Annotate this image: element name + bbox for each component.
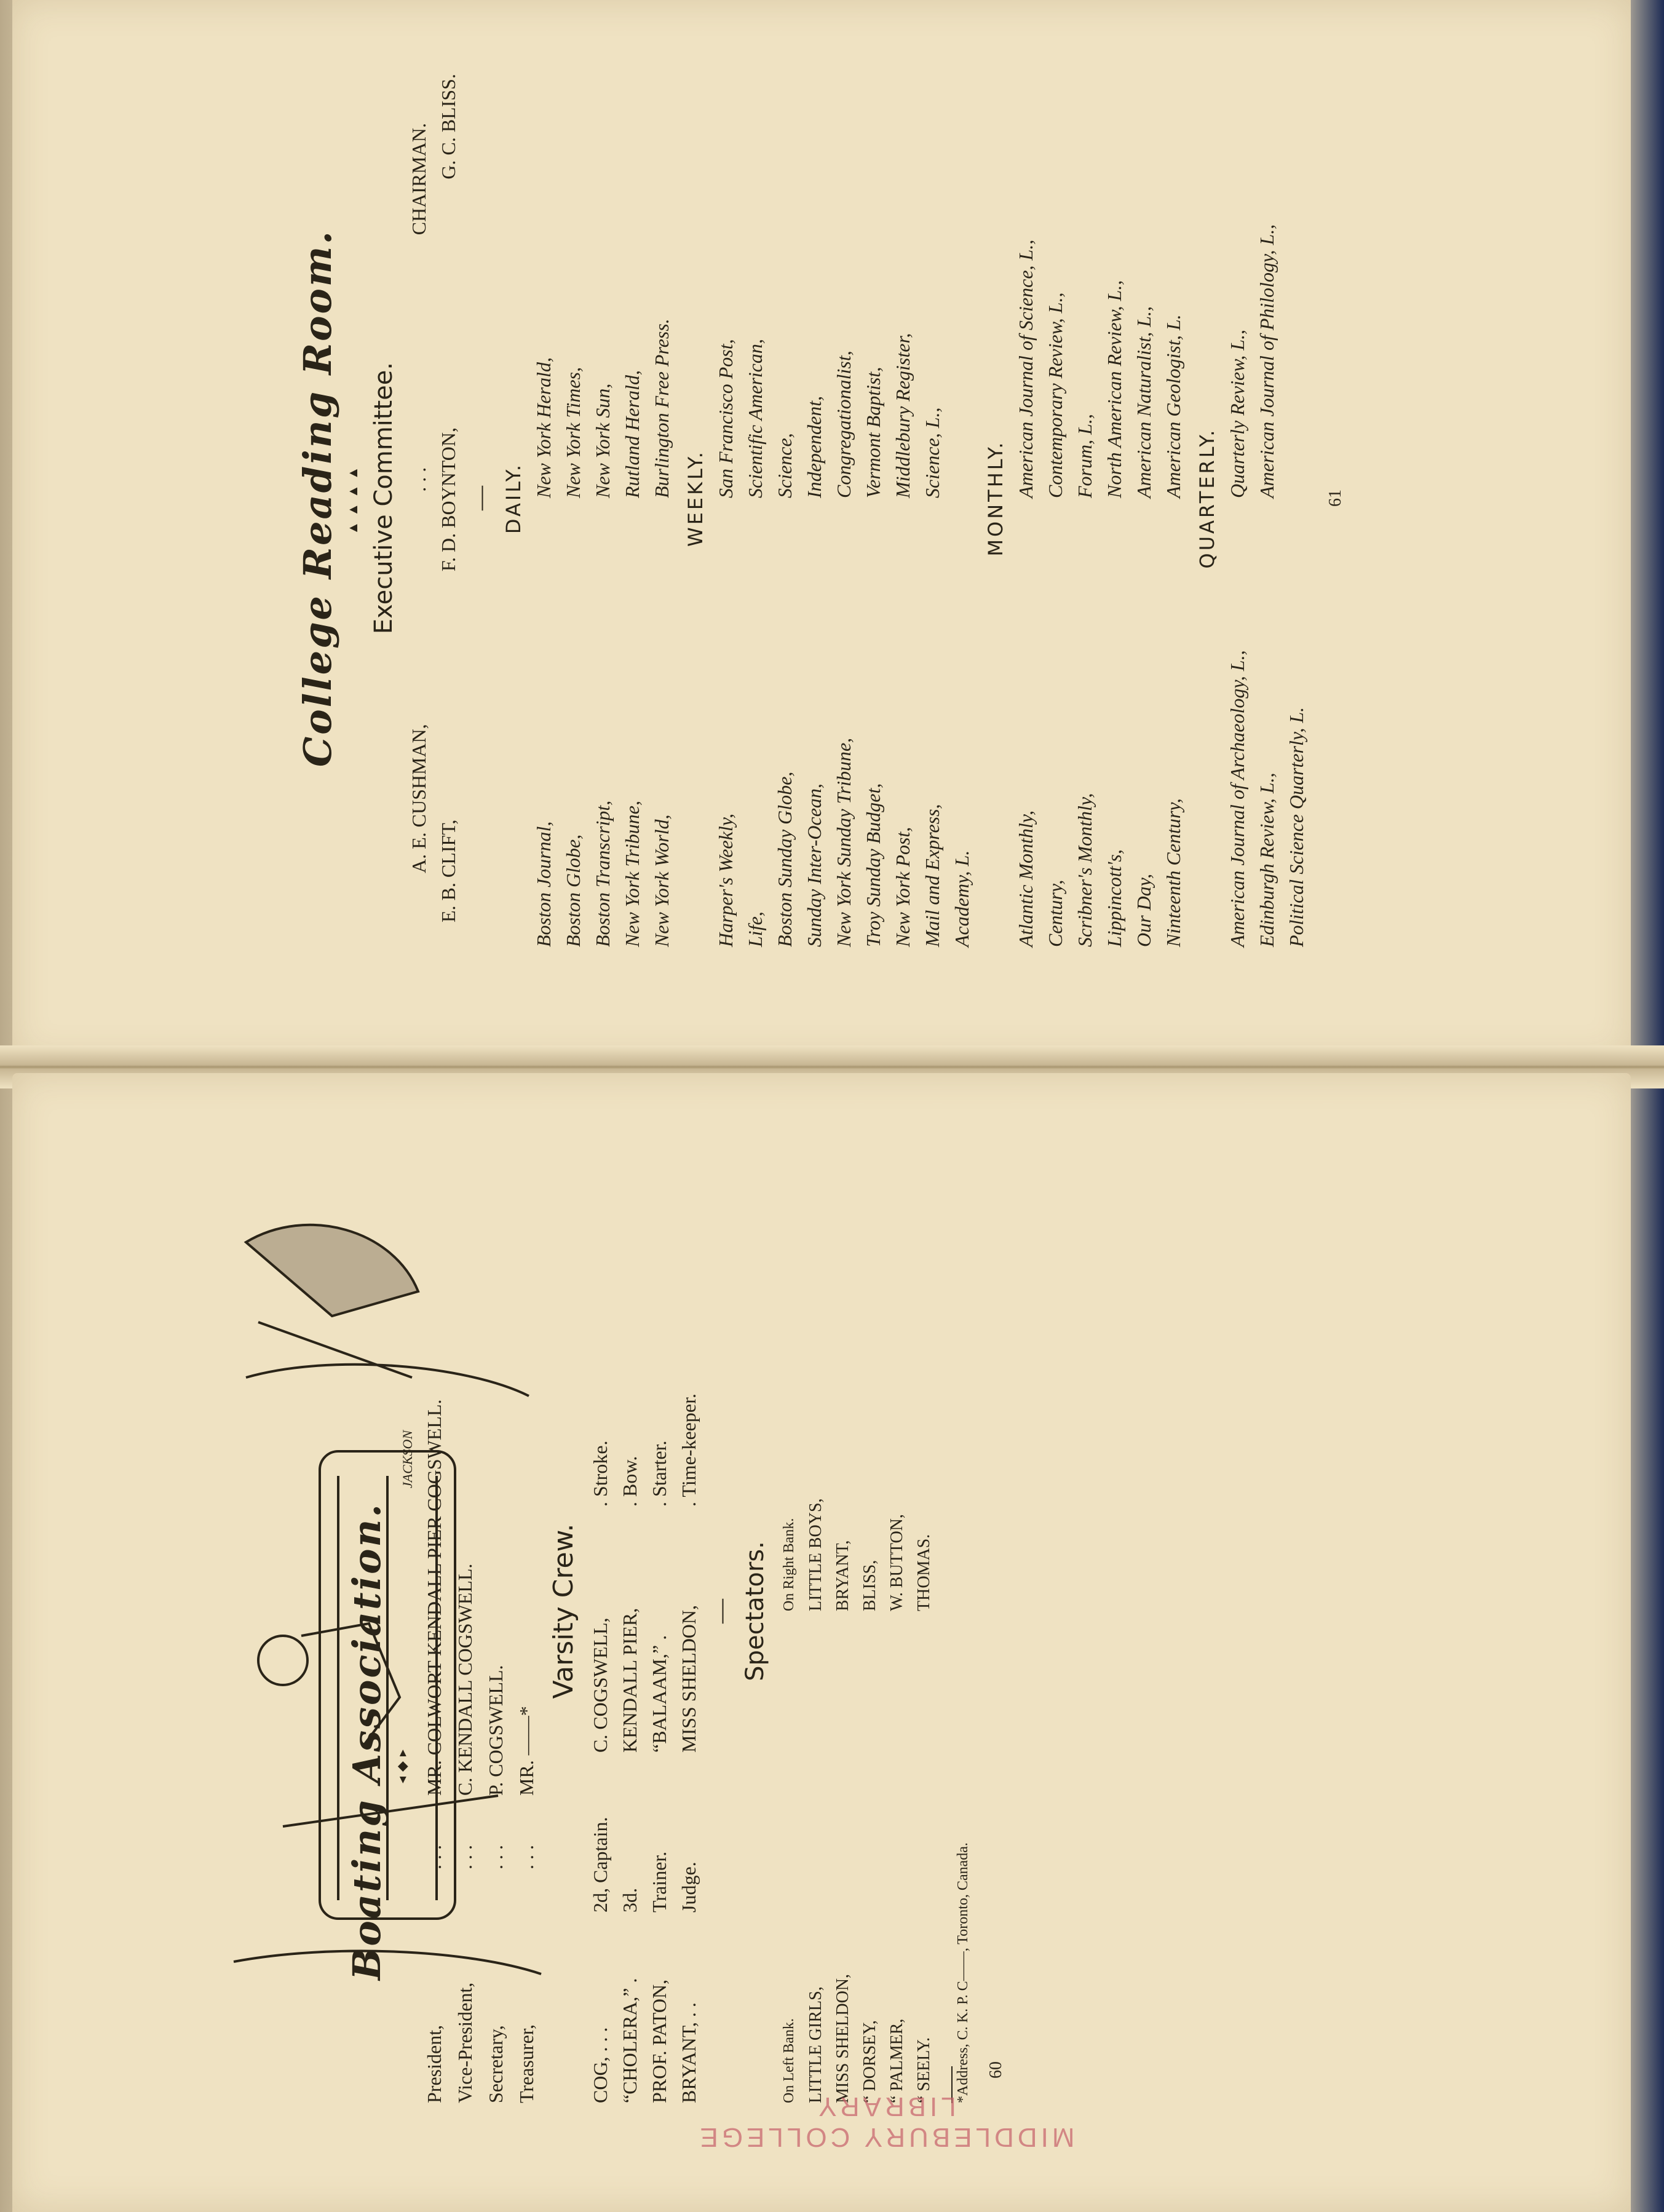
bank-heading: On Left Bank. [781,2018,797,2103]
dot-leader: . . . [515,1845,537,1869]
periodical: Our Day, [1133,873,1155,947]
periodical: Independent, [803,395,825,498]
crew-row [615,1119,644,2103]
dot-leader: . . . [485,1845,507,1869]
periodical: Boston Transcript, [592,800,614,947]
periodical: Sunday Inter-Ocean, [803,783,825,947]
spectator-name: W. BUTTON, [887,1514,906,1611]
crew-position: 3d. [619,1888,641,1913]
member: G. C. BLISS. [437,74,459,180]
officer-row [450,1119,480,2103]
crew-nickname: BRYANT, . . [678,2002,700,2103]
crew-nickname: “CHOLERA,” . [619,1978,641,2103]
periodical: Boston Globe, [562,834,584,947]
spectator-name: “ SEELY. [914,2037,933,2103]
divider: — [466,486,494,510]
chairman-name: A. E. CUSHMAN, [408,724,430,873]
spectator-name: “ PALMER, [887,2018,906,2103]
spectator-name: MISS SHELDON, [833,1973,852,2103]
periodical: New York Sunday Tribune, [833,737,855,947]
crew-list [585,1119,703,2103]
officer-name: MR. COLWORT KENDALL PIER COGSWELL. [423,1399,445,1796]
spectator-name: LITTLE GIRLS, [806,1986,825,2103]
section-heading-monthly: MONTHLY. [984,440,1007,557]
periodical: Century, [1044,879,1066,947]
officer-role: President, [423,2024,445,2103]
officer-name: C. KENDALL COGSWELL. [454,1563,476,1796]
crew-role: . Bow. [619,1456,641,1507]
periodical: New York World, [651,814,673,947]
dot-leader: . . . [423,1845,445,1869]
section-heading-quarterly: QUARTERLY. [1195,427,1219,569]
periodical: American Naturalist, L., [1133,306,1155,498]
member: F. D. BOYNTON, [437,427,459,572]
officer-name: P. COGSWELL. [485,1665,507,1796]
dot-leader: . . . [408,467,430,492]
chairman-role: CHAIRMAN. [408,123,430,236]
periodical: American Journal of Philology, L., [1256,224,1278,498]
footnote-text: *Address, C. K. P. C——, Toronto, Canada. [955,1842,971,2103]
spectator-name: BLISS, [860,1560,879,1611]
ornament: ▲▲▲▲ [345,461,360,535]
page-number: 60 [986,2061,1005,2079]
crew-role: . Stroke. [589,1440,611,1507]
periodical: Vermont Baptist, [862,367,884,498]
periodical: Edinburgh Review, L., [1256,772,1278,947]
periodical: Contemporary Review, L., [1044,292,1066,498]
periodical: Ninteenth Century, [1162,798,1184,947]
crew-name: KENDALL PIER, [619,1607,641,1753]
periodical: American Journal of Science, L., [1015,239,1037,498]
crew-nickname: PROF. PATON, [648,1979,670,2103]
officer-role: Secretary, [485,2025,507,2103]
officer-row [480,1119,511,2103]
periodical: Troy Sunday Budget, [862,783,884,947]
rower-head [258,1636,307,1685]
page-title: College Reading Room. [295,229,340,767]
periodical: Science, [774,433,796,498]
spectator-name: LITTLE BOYS, [806,1498,825,1611]
member: E. B. CLIFT, [437,819,459,922]
officer-row [419,1119,450,2103]
monthly-list [1011,49,1188,947]
periodical: Science, L., [921,407,943,498]
spectator-name: BRYANT, [833,1540,852,1611]
periodical: Life, [744,911,766,947]
crew-nickname: COG, . . . [589,2027,611,2103]
periodical: Academy, L. [951,850,973,947]
crew-position: Judge. [678,1861,700,1913]
section-heading-daily: DAILY. [502,462,525,534]
left-bank-list [775,1611,938,2103]
crew-name: C. COGSWELL, [589,1617,611,1753]
periodical: Congregationalist, [833,351,855,498]
crew-position: Trainer. [648,1851,670,1913]
periodical: New York Post, [892,827,914,947]
crew-role: . Starter. [648,1440,670,1507]
crew-role: . Time-keeper. [678,1393,700,1507]
periodical: American Geologist, L. [1162,314,1184,498]
bank-heading: On Right Bank. [781,1518,797,1611]
officer-role: Vice-President, [454,1982,476,2103]
officers-list [419,1119,542,2103]
library-stamp: MIDDLEBURY COLLEGE LIBRARY [696,2091,1075,2152]
periodical: Mail and Express, [921,804,943,947]
dot-leader: . . . [454,1845,476,1869]
ornament: ◂◆▸ [394,1744,410,1783]
spectator-name: THOMAS. [914,1534,933,1611]
crew-position: 2d, Captain. [589,1817,611,1913]
periodical: Scribner's Monthly, [1074,793,1096,947]
page-number: 61 [1326,490,1345,507]
crew-row [585,1119,615,2103]
officer-row [511,1119,542,2103]
page-title: Boating Association. [344,1502,389,1980]
periodical: Harper's Weekly, [715,813,737,947]
periodical: Scientific American, [744,339,766,498]
chairman-line [404,49,434,947]
section-heading-weekly: WEEKLY. [684,450,707,547]
spectators-lists [775,1119,938,2103]
periodical: Boston Journal, [533,821,555,947]
periodical: Middlebury Register, [892,333,914,498]
crew-heading: Varsity Crew. [548,1523,579,1699]
boating-association-section [344,1119,1205,2103]
periodical: Political Science Quarterly, L. [1285,707,1307,947]
quarterly-list [1222,49,1311,947]
daily-list [529,49,676,947]
divider: — [707,1599,734,1623]
periodical: San Francisco Post, [715,339,737,498]
weekly-list [711,49,977,947]
periodical: Atlantic Monthly, [1015,810,1037,947]
members-line [434,49,463,947]
periodical: Quarterly Review, L., [1226,329,1248,498]
crew-name: “BALAAM,” . [648,1635,670,1753]
periodical: New York Sun, [592,383,614,498]
periodical: New York Tribune, [621,801,643,947]
right-bank-list [775,1119,938,1611]
crew-row [674,1119,703,2103]
periodical: Forum, L., [1074,414,1096,498]
periodical: New York Times, [562,367,584,498]
periodical: New York Herald, [533,357,555,498]
crew-row [644,1119,674,2103]
periodical: Boston Sunday Globe, [774,771,796,947]
spectator-name: “ DORSEY, [860,2020,879,2103]
artist-signature: JACKSON [400,1430,415,1488]
spectators-heading: Spectators. [741,1541,769,1681]
periodical: Lippincott's, [1103,849,1125,947]
college-reading-room-section [295,49,1433,947]
crew-name: MISS SHELDON, [678,1604,700,1753]
periodical: American Journal of Archaeology, L., [1226,650,1248,947]
officer-role: Treasurer, [515,2024,537,2103]
periodical: Rutland Herald, [621,370,643,498]
committee-heading: Executive Committee. [370,362,398,635]
officer-name: MR. ——* [515,1706,537,1796]
periodical: North American Review, L., [1103,280,1125,498]
periodical: Burlington Free Press. [651,319,673,498]
